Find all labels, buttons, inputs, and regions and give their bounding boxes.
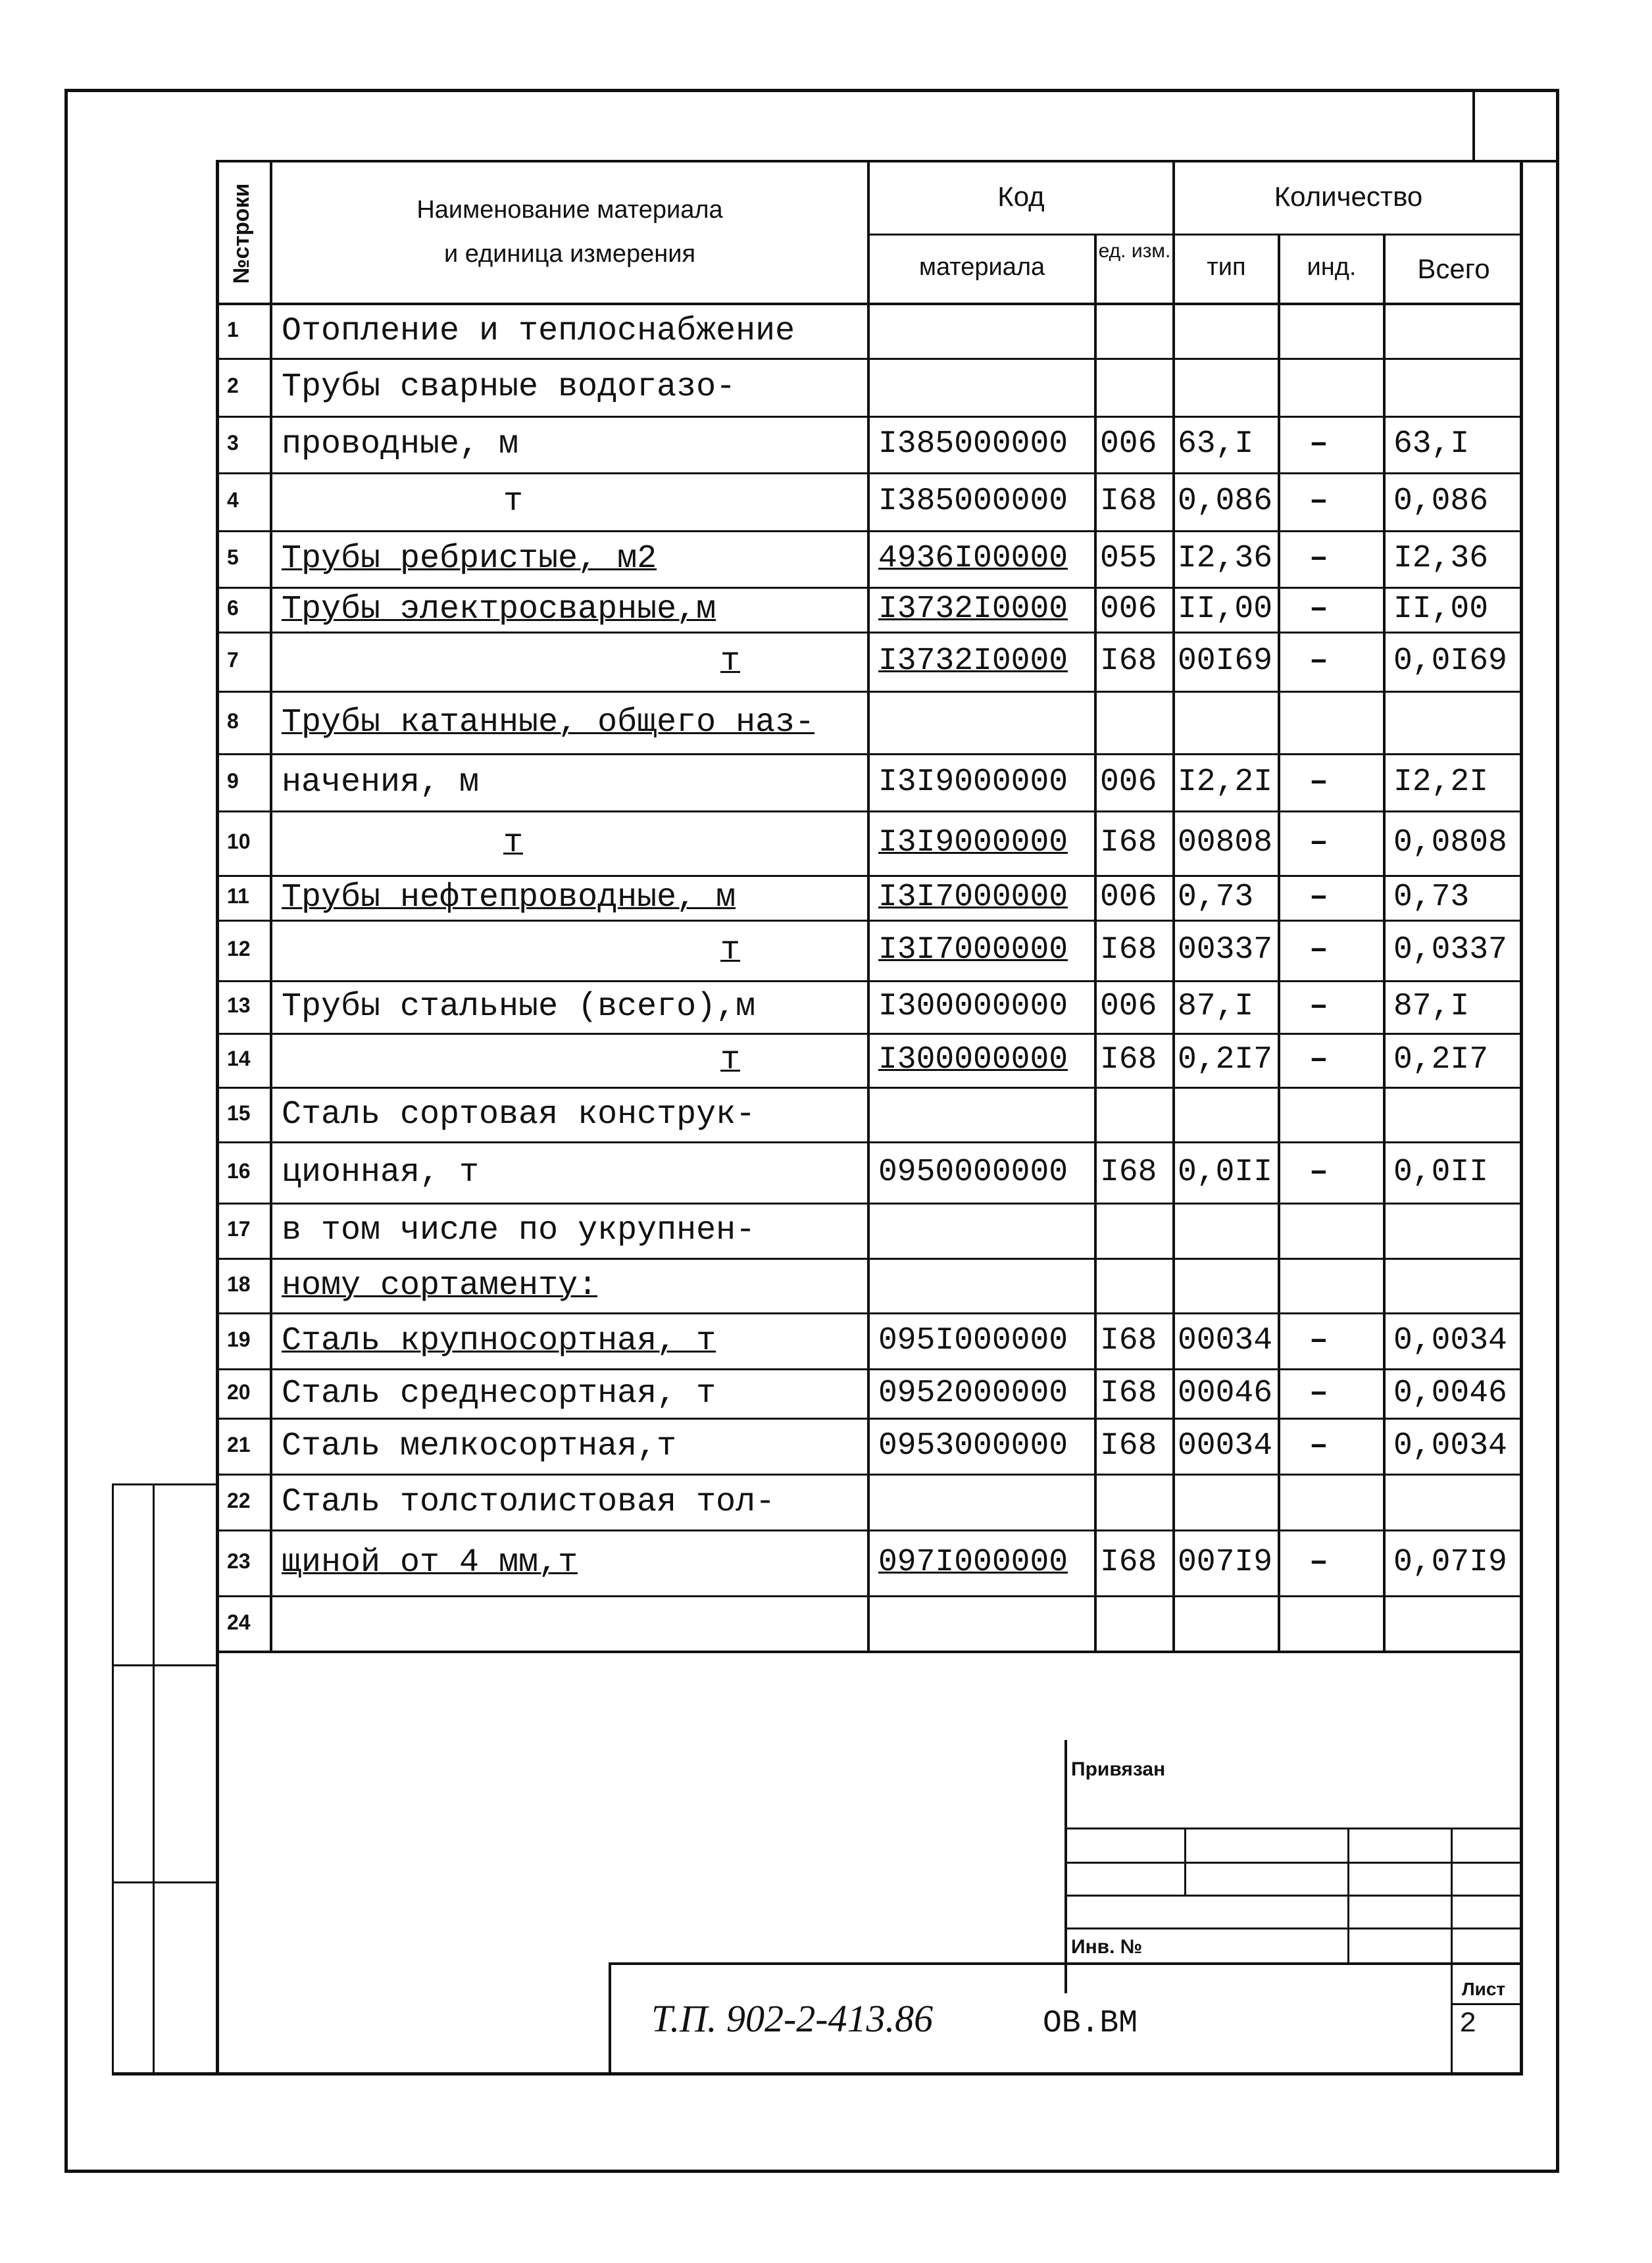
quantity-type: 00046 bbox=[1178, 1375, 1273, 1411]
material-code: I3732I0000 bbox=[878, 643, 1068, 679]
quantity-type: 00337 bbox=[1178, 932, 1273, 968]
quantity-total: 0,0034 bbox=[1393, 1428, 1507, 1464]
row-number: 23 bbox=[227, 1549, 251, 1573]
quantity-total: 87,I bbox=[1393, 989, 1470, 1024]
material-name: Сталь среднесортная, т bbox=[282, 1374, 716, 1412]
quantity-type: I2,2I bbox=[1178, 764, 1273, 800]
quantity-total: 0,086 bbox=[1393, 484, 1489, 519]
row-number: 14 bbox=[227, 1047, 251, 1070]
unit-code: I68 bbox=[1100, 1322, 1157, 1358]
row-separator bbox=[216, 1595, 1523, 1597]
quantity-ind: – bbox=[1309, 1154, 1328, 1190]
quantity-ind: – bbox=[1309, 541, 1328, 576]
row-separator bbox=[216, 1033, 1523, 1035]
row-separator bbox=[216, 472, 1523, 474]
quantity-total: 0,0I69 bbox=[1393, 643, 1507, 679]
unit-code: 055 bbox=[1100, 541, 1157, 576]
unit-code: 006 bbox=[1100, 764, 1157, 800]
row-number: 1 bbox=[227, 318, 239, 341]
material-code: I3I7000000 bbox=[878, 880, 1068, 915]
attached-label: Привязан bbox=[1071, 1758, 1166, 1780]
row-separator bbox=[216, 920, 1523, 922]
row-number: 19 bbox=[227, 1327, 251, 1351]
material-code: I3I9000000 bbox=[878, 764, 1068, 800]
material-code: I300000000 bbox=[878, 1042, 1068, 1078]
material-name: Сталь сортовая конструк- bbox=[282, 1095, 756, 1133]
sheet-label: Лист bbox=[1462, 1979, 1506, 1999]
material-name: проводные, м bbox=[282, 426, 519, 463]
quantity-total: 0,07I9 bbox=[1393, 1545, 1507, 1580]
row-number: 11 bbox=[227, 884, 249, 908]
row-separator bbox=[216, 691, 1523, 693]
row-number: 16 bbox=[227, 1158, 251, 1183]
material-name: щиной от 4 мм,т bbox=[282, 1544, 578, 1581]
material-code: 095I000000 bbox=[878, 1322, 1068, 1358]
row-separator bbox=[216, 810, 1523, 812]
row-number: 12 bbox=[227, 937, 251, 960]
row-separator bbox=[216, 753, 1523, 755]
document-code: Т.П. 902-2-413.86 bbox=[651, 1997, 934, 2040]
unit-code: I68 bbox=[1100, 932, 1157, 968]
quantity-ind: – bbox=[1309, 426, 1328, 462]
quantity-ind: – bbox=[1309, 591, 1328, 627]
material-name: Трубы катанные, общего наз- bbox=[282, 703, 815, 741]
ind-header: инд. bbox=[1307, 253, 1357, 281]
row-separator bbox=[216, 587, 1523, 589]
material-code: 4936I00000 bbox=[878, 541, 1068, 576]
row-separator bbox=[216, 358, 1523, 360]
material-name: т bbox=[503, 824, 524, 862]
row-separator bbox=[216, 875, 1523, 877]
quantity-ind: – bbox=[1309, 1545, 1328, 1580]
unit-header: ед. изм. bbox=[1098, 240, 1171, 262]
quantity-type: 87,I bbox=[1178, 989, 1254, 1024]
row-number: 15 bbox=[227, 1101, 251, 1125]
material-name: Трубы стальные (всего),м bbox=[282, 988, 756, 1026]
quantity-total: 63,I bbox=[1393, 426, 1470, 462]
row-separator bbox=[216, 1529, 1523, 1531]
quantity-ind: – bbox=[1309, 643, 1328, 679]
material-code: I3732I0000 bbox=[878, 591, 1068, 627]
quantity-type: 00034 bbox=[1178, 1428, 1273, 1464]
row-number: 13 bbox=[227, 993, 251, 1017]
material-code: I3I9000000 bbox=[878, 825, 1068, 860]
inventory-number-label: Инв. № bbox=[1071, 1936, 1143, 1958]
row-number: 21 bbox=[227, 1432, 251, 1456]
quantity-total: 0,2I7 bbox=[1393, 1042, 1489, 1078]
quantity-type: 0,086 bbox=[1178, 484, 1273, 519]
material-name: Трубы ребристые, м2 bbox=[282, 540, 657, 578]
unit-code: I68 bbox=[1100, 1375, 1157, 1411]
unit-code: 006 bbox=[1100, 880, 1157, 915]
quantity-header: Количество bbox=[1274, 181, 1423, 212]
name-header-line2: и единица измерения bbox=[443, 240, 696, 268]
material-name: Сталь крупносортная, т bbox=[282, 1322, 716, 1360]
row-number: 10 bbox=[227, 830, 251, 853]
quantity-ind: – bbox=[1309, 764, 1328, 800]
row-number: 7 bbox=[227, 648, 239, 672]
quantity-type: 00I69 bbox=[1178, 643, 1273, 679]
row-number: 2 bbox=[227, 374, 239, 397]
material-name: т bbox=[720, 1041, 741, 1079]
quantity-total: I2,36 bbox=[1393, 541, 1489, 576]
row-separator bbox=[216, 632, 1523, 634]
material-name: Трубы электросварные,м bbox=[282, 591, 716, 628]
material-name: ционная, т bbox=[282, 1153, 480, 1191]
quantity-ind: – bbox=[1309, 484, 1328, 519]
row-separator bbox=[216, 1418, 1523, 1420]
material-code: I300000000 bbox=[878, 989, 1068, 1024]
material-code: 097I000000 bbox=[878, 1545, 1068, 1580]
material-code: 0953000000 bbox=[878, 1428, 1068, 1464]
row-number: 24 bbox=[227, 1610, 251, 1634]
unit-code: 006 bbox=[1100, 591, 1157, 627]
quantity-total: II,00 bbox=[1393, 591, 1489, 627]
row-number: 18 bbox=[227, 1272, 251, 1296]
quantity-type: 0,2I7 bbox=[1178, 1042, 1273, 1078]
row-number: 22 bbox=[227, 1488, 251, 1512]
quantity-total: 0,73 bbox=[1393, 880, 1470, 915]
code-header: Код bbox=[997, 181, 1045, 212]
material-name: начения, м bbox=[282, 763, 480, 801]
document-mark: ОВ.ВМ bbox=[1043, 2006, 1138, 2041]
unit-code: 006 bbox=[1100, 426, 1157, 462]
quantity-type: 0,73 bbox=[1178, 880, 1254, 915]
row-number: 6 bbox=[227, 596, 239, 620]
quantity-total: 0,0II bbox=[1393, 1154, 1489, 1190]
material-code: I3I7000000 bbox=[878, 932, 1068, 968]
quantity-type: II,00 bbox=[1178, 591, 1273, 627]
material-code: 0950000000 bbox=[878, 1154, 1068, 1190]
quantity-ind: – bbox=[1309, 1042, 1328, 1078]
total-header: Всего bbox=[1417, 253, 1490, 284]
material-name: в том числе по укрупнен- bbox=[282, 1212, 756, 1249]
row-number: 3 bbox=[227, 431, 239, 455]
quantity-total: 0,0808 bbox=[1393, 825, 1507, 860]
material-code: I385000000 bbox=[878, 484, 1068, 519]
unit-code: I68 bbox=[1100, 825, 1157, 860]
row-number: 20 bbox=[227, 1380, 251, 1404]
material-name: ному сортаменту: bbox=[282, 1266, 598, 1305]
quantity-type: 007I9 bbox=[1178, 1545, 1273, 1580]
quantity-ind: – bbox=[1309, 825, 1328, 860]
material-name: Трубы нефтепроводные, м bbox=[282, 879, 736, 916]
quantity-type: 0,0II bbox=[1178, 1154, 1273, 1190]
quantity-type: 00034 bbox=[1178, 1322, 1273, 1358]
row-number: 5 bbox=[227, 545, 239, 569]
quantity-type: I2,36 bbox=[1178, 541, 1273, 576]
row-number: 17 bbox=[227, 1217, 251, 1241]
row-separator bbox=[216, 1258, 1523, 1260]
quantity-ind: – bbox=[1309, 1428, 1328, 1464]
row-number: 8 bbox=[227, 709, 239, 733]
unit-code: I68 bbox=[1100, 643, 1157, 679]
row-separator bbox=[216, 1368, 1523, 1370]
material-name: Сталь толстолистовая тол- bbox=[282, 1483, 776, 1521]
quantity-total: I2,2I bbox=[1393, 764, 1489, 800]
unit-code: I68 bbox=[1100, 1545, 1157, 1580]
material-name: т bbox=[503, 483, 524, 520]
name-header-line1: Наименование материала bbox=[416, 196, 723, 224]
material-code: 0952000000 bbox=[878, 1375, 1068, 1411]
quantity-ind: – bbox=[1309, 989, 1328, 1024]
material-code: I385000000 bbox=[878, 426, 1068, 462]
unit-code: 006 bbox=[1100, 989, 1157, 1024]
unit-code: I68 bbox=[1100, 1154, 1157, 1190]
row-separator bbox=[216, 416, 1523, 418]
quantity-ind: – bbox=[1309, 1375, 1328, 1411]
quantity-ind: – bbox=[1309, 932, 1328, 968]
material-name: Сталь мелкосортная,т bbox=[282, 1427, 677, 1465]
row-number: 9 bbox=[227, 768, 239, 793]
quantity-total: 0,0337 bbox=[1393, 932, 1507, 968]
row-number: 4 bbox=[227, 488, 239, 512]
quantity-type: 63,I bbox=[1178, 426, 1254, 462]
sheet-number: 2 bbox=[1459, 2008, 1477, 2041]
quantity-type: 00808 bbox=[1178, 825, 1273, 860]
row-separator bbox=[216, 1087, 1523, 1089]
quantity-total: 0,0034 bbox=[1393, 1322, 1507, 1358]
material-name: т bbox=[720, 932, 741, 969]
row-separator bbox=[216, 980, 1523, 982]
quantity-ind: – bbox=[1309, 880, 1328, 915]
row-separator bbox=[216, 1203, 1523, 1205]
type-header: тип bbox=[1207, 253, 1246, 281]
row-number-header: №строки bbox=[229, 183, 254, 284]
material-name: т bbox=[720, 643, 741, 680]
unit-code: I68 bbox=[1100, 1042, 1157, 1078]
quantity-ind: – bbox=[1309, 1322, 1328, 1358]
material-name: Отопление и теплоснабжение bbox=[282, 312, 795, 350]
row-separator bbox=[216, 530, 1523, 532]
row-separator bbox=[216, 1312, 1523, 1314]
quantity-total: 0,0046 bbox=[1393, 1375, 1507, 1411]
unit-code: I68 bbox=[1100, 484, 1157, 519]
material-name: Трубы сварные водогазо- bbox=[282, 368, 736, 406]
row-separator bbox=[216, 1474, 1523, 1476]
row-separator bbox=[216, 1141, 1523, 1143]
material-header: материала bbox=[918, 253, 1045, 281]
unit-code: I68 bbox=[1100, 1428, 1157, 1464]
